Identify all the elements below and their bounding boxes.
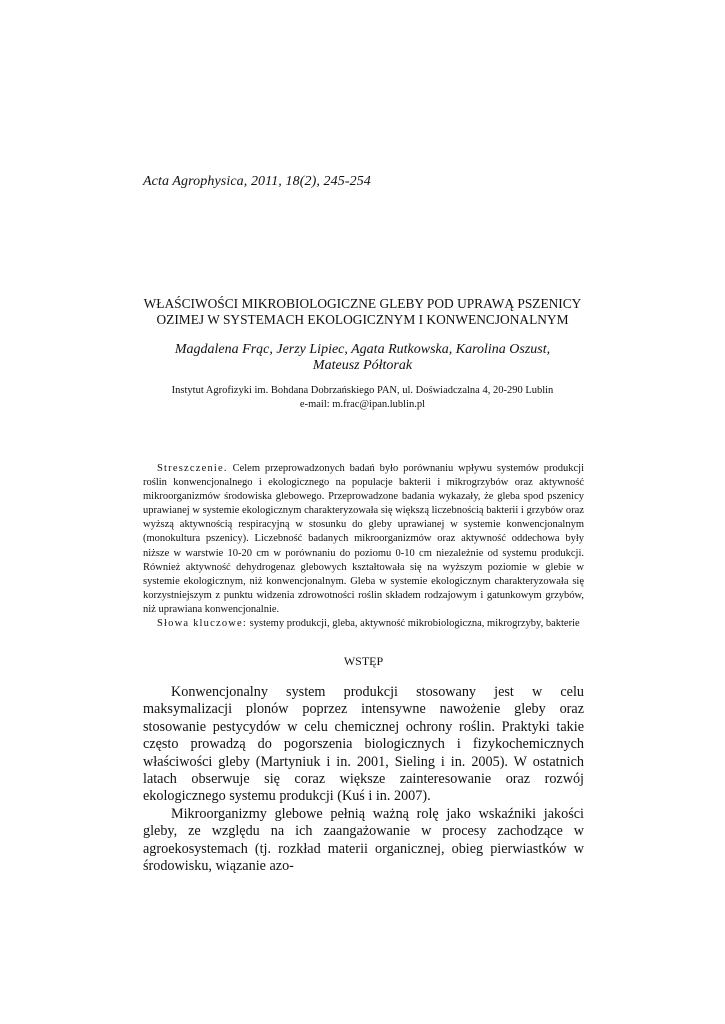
abstract-paragraph: [143, 462, 584, 617]
body-text: [143, 684, 584, 875]
authors-line-2: Mateusz Półtorak: [312, 358, 413, 373]
keywords-label: Słowa kluczowe:: [157, 618, 248, 630]
body-paragraph-2: Mikroorganizmy glebowe pełnią ważną rolę jako wskaźniki jakości gleby, ze względu na ich zaangażowanie w procesy zachodzące w agroekosystemach (tj. rozkład materii organicznej, obieg pierwiastków w środowisku, wiązanie azo-: [143, 805, 584, 875]
email: e-mail: m.frac@ipan.lublin.pl: [299, 399, 426, 410]
affiliation-block: [100, 384, 625, 412]
title-line-2: OZIMEJ W SYSTEMACH EKOLOGICZNYM I KONWENCJONALNYM: [156, 312, 569, 327]
author-list: [120, 342, 605, 374]
body-paragraph-1: Konwencjonalny system produkcji stosowany jest w celu maksymalizacji plonów poprzez intensywne nawożenie gleby oraz stosowanie pestycydów w celu chemicznej ochrony roślin. Praktyki takie często prowadzą do pogorszenia biologicznych i fizykochemicznych właściwości gleby (Martyniuk i in. 2001, Sieling i in. 2005). W ostatnich latach obserwuje się coraz większe zainteresowanie oraz rozwój ekologicznego systemu produkcji (Kuś i in. 2007).: [143, 684, 584, 805]
keywords-text: systemy produkcji, gleba, aktywność mikrobiologiczna, mikrogrzyby, bakterie: [247, 618, 580, 630]
title-line-1: WŁAŚCIWOŚCI MIKROBIOLOGICZNE GLEBY POD UPRAWĄ PSZENICY: [143, 296, 582, 311]
abstract-label: Streszczenie.: [157, 463, 228, 474]
keywords-paragraph: [143, 617, 584, 631]
paper-title: [120, 296, 605, 328]
affiliation: Instytut Agrofizyki im. Bohdana Dobrzańskiego PAN, ul. Doświadczalna 4, 20-290 Lublin: [171, 385, 554, 396]
abstract: [143, 462, 584, 631]
abstract-text: Celem przeprowadzonych badań było porównaniu wpływu systemów produkcji roślin konwencjonalnego i ekologicznego na populacje bakterii i mikrogrzybów oraz aktywność mikroorganizmów środowiska glebowego. Przeprowadzone badania wykazały, że gleba spod pszenicy uprawianej w systemie ekologicznym charakteryzowała się większą liczebnością bakterii i grzybów oraz wyższą aktywnością respiracyjną w stosunku do gleby uprawianej w systemie konwencjonalnym (monokultura pszenicy). Liczebność badanych mikroorganizmów oraz aktywność oddechowa były niższe w warstwie 10-20 cm w porównaniu do poziomu 0-10 cm niezależnie od systemu produkcji. Również aktywność dehydrogenaz glebowych kształtowała się na wyższym poziomie w glebie w systemie ekologicznym, niż konwencjonalnym. Gleba w systemie ekologicznym charakteryzowała się korzystniejszym z punktu widzenia zdrowotności roślin składem rodzajowym i gatunkowym grzybów, niż uprawiana konwencjonalnie.: [143, 463, 584, 615]
section-heading: WSTĘP: [343, 654, 384, 668]
journal-citation: Acta Agrophysica, 2011, 18(2), 245-254: [143, 174, 371, 189]
authors-line-1: Magdalena Frąc, Jerzy Lipiec, Agata Rutkowska, Karolina Oszust,: [174, 342, 551, 357]
